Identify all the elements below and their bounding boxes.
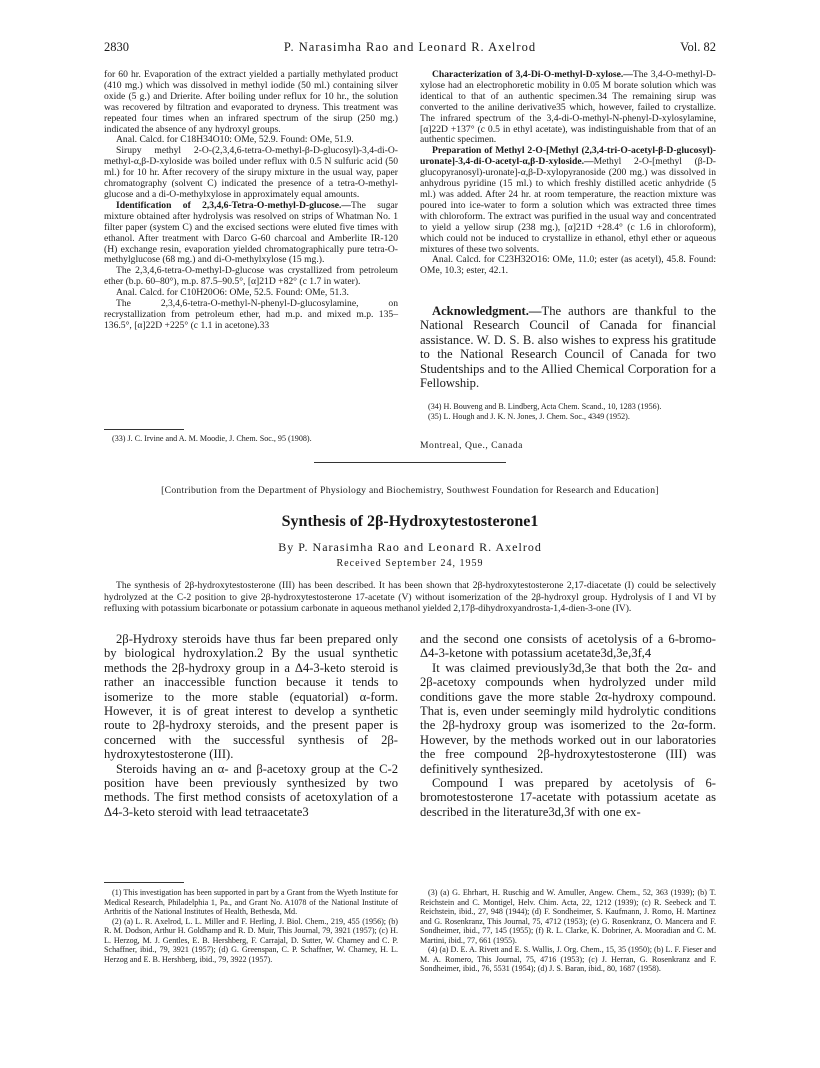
section-heading: Characterization of 3,4-Di-O-methyl-D-xylose.— bbox=[432, 69, 633, 80]
acknowledgment: Acknowledgment.—The authors are thankful to the National Research Council of Canada for financial assistance. W. D. S. B. also wishes to express his gratitude to the National Research Council of Canada for two Studentships and to the Allied Chemical Corporation for a Fellowship. bbox=[420, 304, 716, 391]
footnote-3: (3) (a) G. Ehrhart, H. Ruschig and W. Amuller, Angew. Chem., 52, 363 (1939); (b) T. Reichstein and C. Montigel, Helv. Chim. Acta, 22, 1212 (1939); (c) R. Seebeck and T. Reichstein, ibid., 27, 948 (1944); (d) F. Sondheimer, S. Kaufmann, J. Romo, H. Martinez and G. Rosenkranz, This Journal, 75, 4712 (1953); (e) G. Rosenkranz, O. Mancera and F. Sondheimer, ibid., 77, 145 (1955); (f) R. L. Clarke, K. Dobriner, A. Mooradian and C. M. Martini, ibid., 77, 661 (1955). bbox=[420, 888, 716, 945]
paragraph: The 2,3,4,6-tetra-O-methyl-D-glucose was crystallized from petroleum ether (b.p. 60–80°), m.p. 87.5–90.5°, [α]21D +82° (c 1.7 in water). bbox=[104, 265, 398, 288]
footnote-rule bbox=[104, 429, 184, 430]
paragraph: Sirupy methyl 2-O-(2,3,4,6-tetra-O-methyl-β-D-glucosyl)-3,4-di-O-methyl-α,β-D-xyloside was boiled under reflux with 0.5 N sulfuric acid (50 ml.) for 10 hr. After recovery of the sirupy mixture in the usual way, paper chromatography (solvent C) indicated the presence of a tetra-O-methyl-glucose and a di-O-methylxylose in approximately equal amounts. bbox=[104, 145, 398, 200]
analysis-line: Anal. Calcd. for C18H34O10: OMe, 52.9. Found: OMe, 51.9. bbox=[116, 134, 354, 146]
abstract: The synthesis of 2β-hydroxytestosterone (III) has been described. It has been shown that 2β-hydroxytestosterone 2,17-diacetate (I) could be selectively hydrolyzed at the C-2 position to give 2β-hydroxytestosterone 17-acetate (V) without isomerization of the 2β-hydroxyl group. Hydrolysis of I and VI by refluxing with potassium bicarbonate or potassium carbonate in aqueous methanol yielded 2,17β-dihydroxyandrosta-1,4-dien-3-one (IV). bbox=[104, 580, 716, 614]
footnote-2: (2) (a) L. R. Axelrod, L. L. Miller and F. Herling, J. Biol. Chem., 219, 455 (1956); (b) R. M. Dodson, Arthur H. Goldhamp and R. D. Muir, This Journal, 79, 3921 (1957); (c) H. L. Herzog, M. J. Gentles, E. B. Hershberg, F. Carrajal, D. Sutter, W. Charney and C. P. Schaffner, ibid., 79, 3921 (1957); (d) G. Greenspan, C. P. Schaffner, W. Charney, H. L. Herzog and E. B. Hershberg, ibid., 79, 3922 (1957). bbox=[104, 916, 398, 964]
paragraph: Compound I was prepared by acetolysis of 6-bromotestosterone 17-acetate with potassium acetate as described in the literature3d,3f with one ex- bbox=[420, 776, 716, 819]
body-right-column bbox=[420, 632, 716, 819]
top-left-column bbox=[104, 70, 398, 332]
address: Montreal, Que., Canada bbox=[420, 440, 523, 451]
contribution-line: [Contribution from the Department of Physiology and Biochemistry, Southwest Foundation for Research and Education] bbox=[161, 485, 659, 496]
body-left-column bbox=[104, 632, 398, 819]
section-divider bbox=[314, 462, 506, 463]
footnote-35: (35) L. Hough and J. K. N. Jones, J. Chem. Soc., 4349 (1952). bbox=[428, 411, 630, 421]
footnote-4: (4) (a) D. E. A. Rivett and E. S. Wallis, J. Org. Chem., 15, 35 (1950); (b) L. F. Fieser and M. A. Romero, This Journal, 75, 4716 (1953); (c) J. Herran, G. Rosenkranz and F. Sondheimer, ibid., 76, 5531 (1954); (d) J. S. Baran, ibid., 80, 1687 (1958). bbox=[420, 945, 716, 973]
page-number: 2830 bbox=[104, 40, 129, 54]
paragraph: It was claimed previously3d,3e that both the 2α- and 2β-acetoxy compounds when hydrolyzed under mild conditions gave the more stable 2α-hydroxy compound. That is, even under seemingly mild hydrolytic conditions the 2β-hydroxy group was isomerized to the 2α-form. However, by the methods worked out in our laboratories the free compound 2β-hydroxytestosterone (III) was definitively synthesized. bbox=[420, 660, 716, 776]
paragraph: 2β-Hydroxy steroids have thus far been prepared only by biological hydroxylation.2 By the usual synthetic methods the 2β-hydroxy group in a Δ4-3-keto steroid is rather an inaccessible function because it tends to isomerize to the more stable (equatorial) α-form. However, it is of great interest to develop a synthetic route to 2β-hydroxy steroids, and the present paper is concerned with the successful synthesis of 2β-hydroxytestosterone (III). bbox=[104, 632, 398, 762]
footnotes-left bbox=[104, 888, 398, 964]
footnotes-34-35 bbox=[420, 402, 716, 421]
running-head-authors: P. Narasimha Rao and Leonard R. Axelrod bbox=[283, 40, 537, 54]
paragraph: Characterization of 3,4-Di-O-methyl-D-xylose.—The 3,4-O-methyl-D-xylose had an electrophoretic mobility in 0.05 M borate solution which was identical to that of an authentic specimen.34 The remaining sirup was converted to the aniline derivative35 which, however, failed to crystallize. The infrared spectrum of the 3,4-di-O-methyl-N-phenyl-D-xylosylamine, [α]22D +137° (c 0.5 in ethyl acetate), was indistinguishable from that of an authentic specimen. bbox=[420, 69, 716, 146]
paragraph: Identification of 2,3,4,6-Tetra-O-methyl-D-glucose.—The sugar mixture obtained after hydrolysis was resolved on strips of Whatman No. 1 filter paper (system C) and the excised sections were eluted five times with ethanol. After treatment with Darco G-60 charcoal and Amberlite IR-120 (H) exchange resin, evaporation yielded chromatographically pure tetra-O-methylglucose (68 mg.) and di-O-methylxylose (15 mg.). bbox=[104, 199, 398, 266]
paragraph: and the second one consists of acetolysis of a 6-bromo-Δ4-3-ketone with potassium acetate3d,3e,3f,4 bbox=[420, 632, 716, 661]
acknowledgment-heading: Acknowledgment.— bbox=[432, 304, 542, 318]
footnote-33: (33) J. C. Irvine and A. M. Moodie, J. Chem. Soc., 95 (1908). bbox=[112, 434, 312, 443]
article-title: Synthesis of 2β-Hydroxytestosterone1 bbox=[281, 513, 539, 530]
analysis-line: Anal. Calcd. for C10H20O6: OMe, 52.5. Found: OMe, 51.3. bbox=[116, 287, 349, 299]
byline: By P. Narasimha Rao and Leonard R. Axelrod bbox=[278, 540, 542, 554]
paragraph: Steroids having an α- and β-acetoxy group at the C-2 position have been previously synthesized by two methods. The first method consists of acetoxylation of a Δ4-3-keto steroid with lead tetraacetate3 bbox=[104, 761, 398, 819]
paragraph: for 60 hr. Evaporation of the extract yielded a partially methylated product (410 mg.) which was dissolved in methyl iodide (50 ml.) containing silver oxide (5 g.) and Drierite. After boiling under reflux for 10 hr., the solution was recovered by filtration and evaporated to dryness. This treatment was repeated four times when an infrared spectrum of the sirup (250 mg.) indicated the absence of any hydroxyl groups. bbox=[104, 69, 398, 135]
paragraph: Preparation of Methyl 2-O-[Methyl (2,3,4-tri-O-acetyl-β-D-glucosyl)-uronate]-3,4-di-O-acetyl-α,β-D-xyloside.—Methyl 2-O-[methyl (β-D-glucopyranosyl)-uronate]-α,β-D-xylopyranoside (200 mg.) was dissolved in anhydrous pyridine (15 ml.) to which freshly distilled acetic anhydride (5 ml.) was added. After 24 hr. at room temperature, the reaction mixture was poured into ice-water to form a solution which was extracted three times with chloroform. The extract was purified in the usual way and concentrated to yield a yellow sirup (238 mg.), [α]21D +28.4° (c 1.6 in chloroform), which could not be induced to crystallize in ethanol, ethyl ether or aqueous mixtures of these two solvents. bbox=[420, 145, 716, 255]
footnotes-right bbox=[420, 888, 716, 974]
section-heading: Preparation of Methyl 2-O-[Methyl (2,3,4-tri-O-acetyl-β-D-glucosyl)-uronate]-3,4-di-O-acetyl-α,β-D-xyloside.— bbox=[420, 145, 716, 168]
volume-label: Vol. 82 bbox=[680, 40, 716, 54]
section-heading: Identification of 2,3,4,6-Tetra-O-methyl-D-glucose.— bbox=[116, 199, 351, 211]
top-right-column bbox=[420, 70, 716, 277]
analysis-line: Anal. Calcd. for C23H32O16: OMe, 11.0; ester (as acetyl), 45.8. Found: OMe, 10.3; ester, 42.1. bbox=[420, 254, 716, 277]
received-date: Received September 24, 1959 bbox=[336, 558, 484, 569]
paragraph: The 2,3,4,6-tetra-O-methyl-N-phenyl-D-glucosylamine, on recrystallization from petroleum ether, had m.p. and mixed m.p. 135–136.5°, [α]22D +225° (c 1.1 in acetone).33 bbox=[104, 298, 398, 331]
footnote-1: (1) This investigation has been supported in part by a Grant from the Wyeth Institute for Medical Research, Philadelphia 1, Pa., and Grant No. A1078 of the National Institute of Arthritis of the National Institutes of Health, Bethesda, Md. bbox=[104, 888, 398, 916]
footnote-rule bbox=[104, 882, 184, 883]
footnote-34: (34) H. Bouveng and B. Lindberg, Acta Chem. Scand., 10, 1283 (1956). bbox=[428, 402, 662, 411]
